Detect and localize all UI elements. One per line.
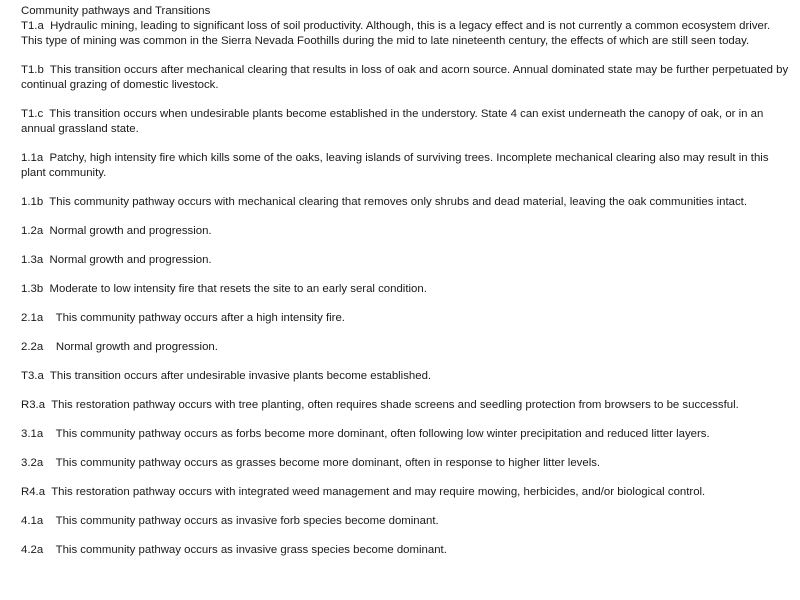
entry-r3a — [21, 398, 791, 413]
entry-3-1a — [21, 427, 791, 442]
entry-text: This transition occurs after mechanical clearing that results in loss of oak and acorn source. Annual dominated state may be further perpetuated by continual grazing of domestic livestock. — [21, 64, 789, 91]
entry-code: 4.2a — [21, 544, 44, 556]
entry-text: This community pathway occurs with mechanical clearing that removes only shrubs and dead material, leaving the oak communities intact. — [49, 196, 747, 208]
entry-1-3a — [21, 253, 791, 268]
entry-code: 1.3b — [21, 283, 44, 295]
entry-text: Patchy, high intensity fire which kills some of the oaks, leaving islands of surviving trees. Incomplete mechanical clearing also may result in this plant community. — [21, 152, 769, 179]
entry-t1b — [21, 63, 791, 93]
entry-code: R3.a — [21, 399, 46, 411]
entry-text: This community pathway occurs after a high intensity fire. — [55, 312, 345, 324]
entry-code: 1.3a — [21, 254, 44, 266]
entry-1-3b — [21, 282, 791, 297]
entry-code: 2.1a — [21, 312, 44, 324]
entry-text: Moderate to low intensity fire that resets the site to an early seral condition. — [49, 283, 427, 295]
entry-t1c — [21, 107, 791, 137]
entry-code: 1.1b — [21, 196, 44, 208]
entry-code: 1.1a — [21, 152, 44, 164]
entry-t1a — [21, 19, 791, 49]
entry-code: T1.c — [21, 108, 44, 120]
entry-4-2a — [21, 543, 791, 558]
entry-list — [21, 19, 791, 558]
document-page — [21, 4, 791, 558]
entry-1-1b — [21, 195, 791, 210]
entry-code: T3.a — [21, 370, 44, 382]
entry-text: This community pathway occurs as grasses become more dominant, often in response to higher litter levels. — [55, 457, 601, 469]
entry-4-1a — [21, 514, 791, 529]
entry-2-1a — [21, 311, 791, 326]
document-title: Community pathways and Transitions — [21, 5, 211, 17]
entry-2-2a — [21, 340, 791, 355]
entry-text: Normal growth and progression. — [49, 254, 212, 266]
entry-text: Hydraulic mining, leading to significant loss of soil productivity. Although, this is a legacy effect and is not currently a common ecosystem driver. This type of mining was common in the Sierra Nevada Foothills during the mid to late nineteenth century, the effects of which are still seen today. — [21, 20, 771, 47]
entry-code: 1.2a — [21, 225, 44, 237]
entry-code: T1.a — [21, 20, 44, 32]
entry-text: Normal growth and progression. — [49, 225, 212, 237]
entry-code: T1.b — [21, 64, 44, 76]
entry-text: This transition occurs after undesirable invasive plants become established. — [49, 370, 432, 382]
entry-3-2a — [21, 456, 791, 471]
entry-text: This community pathway occurs as forbs become more dominant, often following low winter precipitation and reduced litter layers. — [55, 428, 710, 440]
entry-text: This restoration pathway occurs with tree planting, often requires shade screens and seedling protection from browsers to be successful. — [51, 399, 739, 411]
entry-text: This community pathway occurs as invasive forb species become dominant. — [55, 515, 439, 527]
entry-text: This community pathway occurs as invasive grass species become dominant. — [55, 544, 447, 556]
entry-r4a — [21, 485, 791, 500]
entry-text: Normal growth and progression. — [55, 341, 218, 353]
entry-text: This restoration pathway occurs with integrated weed management and may require mowing, herbicides, and/or biological control. — [51, 486, 706, 498]
entry-t3a — [21, 369, 791, 384]
entry-text: This transition occurs when undesirable plants become established in the understory. State 4 can exist underneath the canopy of oak, or in an annual grassland state. — [21, 108, 764, 135]
entry-1-2a — [21, 224, 791, 239]
entry-code: 2.2a — [21, 341, 44, 353]
entry-1-1a — [21, 151, 791, 181]
entry-code: 4.1a — [21, 515, 44, 527]
entry-code: 3.2a — [21, 457, 44, 469]
entry-code: 3.1a — [21, 428, 44, 440]
entry-code: R4.a — [21, 486, 46, 498]
